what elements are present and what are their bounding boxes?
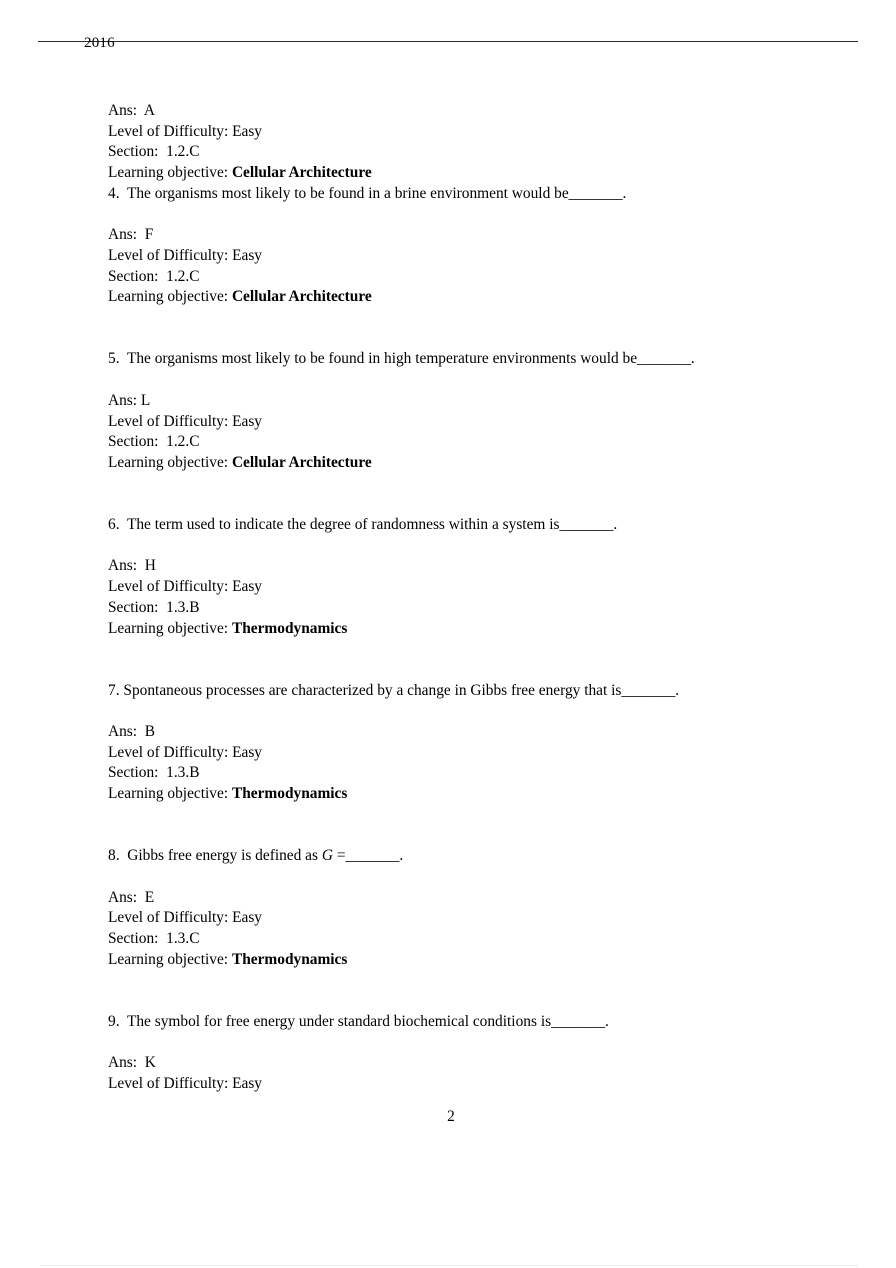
objective-line — [108, 453, 808, 474]
difficulty-line: Level of Difficulty: Easy — [108, 412, 263, 430]
question-number: 9. — [108, 1012, 120, 1030]
answer-line: Ans: H — [108, 557, 156, 575]
question-item — [108, 349, 808, 370]
difficulty-line: Level of Difficulty: Easy — [108, 122, 263, 140]
objective-label: Learning objective: — [108, 619, 232, 637]
answer-block — [108, 556, 808, 639]
question-tail: . — [604, 1012, 609, 1030]
difficulty-line: Level of Difficulty: Easy — [108, 909, 263, 927]
section-line: Section: 1.2.C — [108, 267, 200, 285]
objective-value: Thermodynamics — [231, 785, 348, 803]
answer-blank: _______ — [559, 516, 614, 533]
question-text: The term used to indicate the degree of randomness within a system is — [119, 516, 560, 533]
objective-label: Learning objective: — [108, 453, 232, 471]
section-line: Section: 1.3.B — [108, 764, 200, 782]
footer-divider-rule — [40, 1265, 858, 1266]
answer-blank: _______ — [568, 184, 623, 202]
section-line: Section: 1.2.C — [108, 143, 200, 161]
question-text: The organisms most likely to be found in a brine environment would be — [119, 184, 569, 202]
question-text: The organisms most likely to be found in high temperature environments would be — [119, 350, 638, 368]
section-line: Section: 1.2.C — [108, 433, 200, 451]
question-text: The symbol for free energy under standard biochemical conditions is — [119, 1012, 552, 1030]
section-line: Section: 1.3.B — [108, 598, 200, 616]
difficulty-line: Level of Difficulty: Easy — [108, 1074, 263, 1092]
question-tail: . — [622, 184, 627, 202]
difficulty-line: Level of Difficulty: Easy — [108, 246, 263, 264]
objective-label: Learning objective: — [108, 288, 232, 306]
objective-value: Thermodynamics — [231, 619, 348, 637]
question-text: Spontaneous processes are characterized by a change in Gibbs free energy that is — [119, 681, 622, 699]
answer-line: Ans: L — [108, 391, 151, 409]
objective-value: Cellular Architecture — [231, 453, 372, 471]
question-tail: . — [399, 847, 404, 865]
question-number: 8. — [108, 847, 120, 865]
question-number: 6. — [108, 516, 120, 533]
answer-blank: _______ — [637, 350, 691, 368]
objective-value: Thermodynamics — [231, 950, 348, 968]
question-item — [108, 184, 808, 205]
objective-label: Learning objective: — [108, 950, 232, 968]
difficulty-line: Level of Difficulty: Easy — [108, 578, 263, 596]
section-line: Section: 1.3.C — [108, 929, 200, 947]
objective-line — [108, 950, 808, 971]
answer-block — [108, 225, 808, 308]
objective-label: Learning objective: — [108, 785, 232, 803]
objective-value: Cellular Architecture — [231, 288, 372, 306]
question-item — [108, 1012, 808, 1033]
question-number: 7. — [108, 681, 120, 699]
answer-line: Ans: F — [108, 226, 154, 244]
question-item — [108, 846, 808, 867]
difficulty-line: Level of Difficulty: Easy — [108, 743, 263, 761]
objective-line — [108, 287, 808, 308]
answer-blank: _______ — [621, 681, 676, 699]
answer-blank: _______ — [551, 1012, 605, 1030]
question-tail: . — [613, 516, 618, 533]
answer-line: Ans: K — [108, 1054, 156, 1072]
question-number: 4. — [108, 184, 120, 202]
question-item — [108, 681, 808, 702]
answer-line: Ans: B — [108, 722, 156, 740]
objective-line — [108, 784, 808, 805]
question-tail: . — [675, 681, 680, 699]
question-tail: . — [690, 350, 695, 368]
objective-line — [108, 163, 808, 184]
header-divider-rule — [38, 41, 858, 42]
answer-line: Ans: A — [108, 102, 156, 119]
answer-blank: _______ — [345, 847, 400, 865]
question-text-after: = — [332, 847, 346, 865]
objective-label: Learning objective: — [108, 164, 232, 182]
running-header — [0, 0, 896, 60]
page-number: 2 — [447, 1108, 455, 1125]
question-item — [108, 515, 808, 536]
header-year-label: 2016 — [84, 35, 115, 51]
answer-line: Ans: E — [108, 888, 155, 906]
objective-value: Cellular Architecture — [231, 164, 372, 182]
math-variable-g: G — [321, 847, 333, 865]
objective-line — [108, 619, 808, 640]
answer-block — [108, 101, 808, 184]
answer-block — [108, 1053, 808, 1094]
question-number: 5. — [108, 350, 120, 368]
answer-block — [108, 888, 808, 971]
question-text: Gibbs free energy is defined as — [119, 847, 322, 865]
answer-block — [108, 391, 808, 474]
answer-block — [108, 722, 808, 805]
document-body — [108, 101, 808, 1095]
